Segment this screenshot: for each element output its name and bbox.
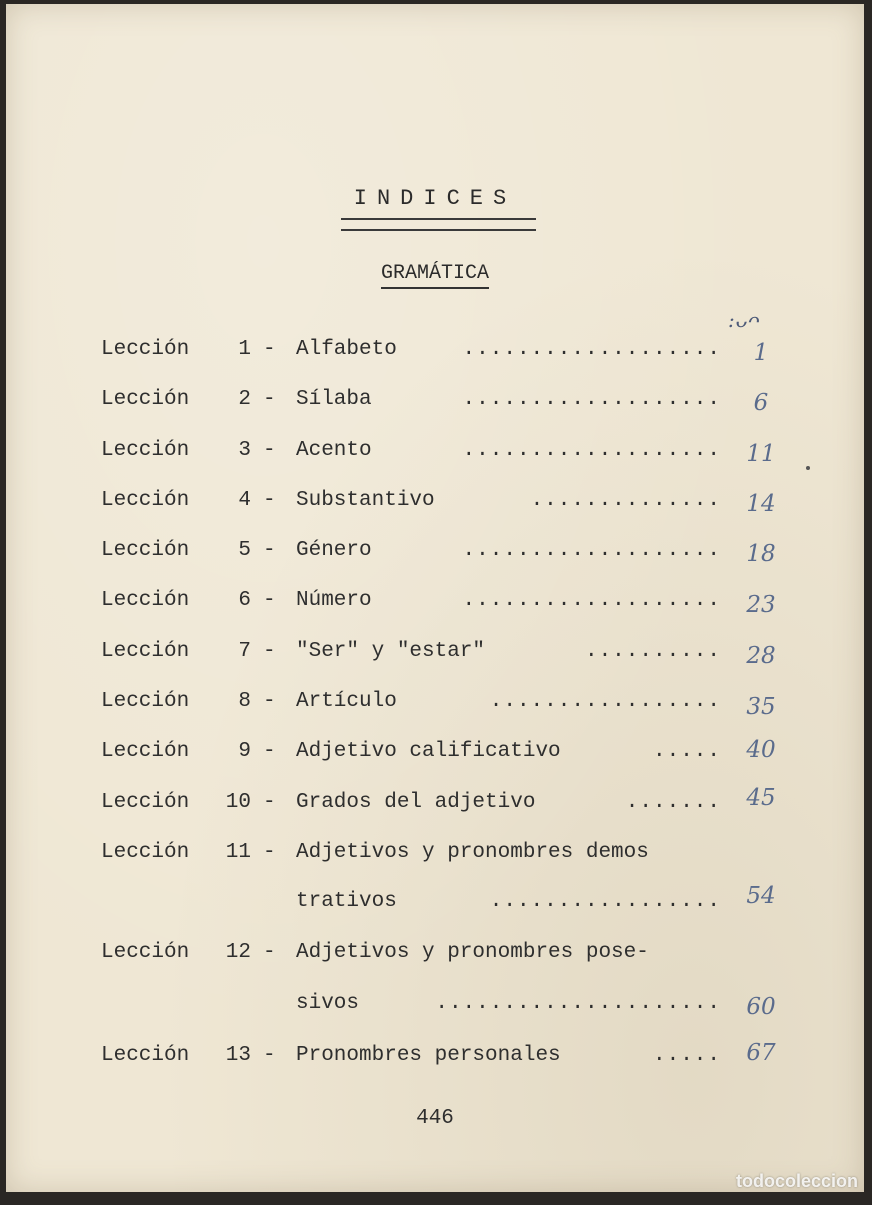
lesson-label: Lección [101,690,190,713]
lesson-number: 12 [225,941,251,964]
dash: - [263,941,276,964]
toc-row-10 [101,791,721,821]
dash: - [263,589,276,612]
section-heading [6,262,864,285]
lesson-topic: Adjetivos y pronombres demos [296,841,649,864]
dash: - [263,388,276,411]
page-ref-3: 11 [746,441,776,467]
dot-leader: ..... [652,1044,721,1067]
page-title: INDICES [353,186,517,211]
dash: - [263,640,276,663]
lesson-label: Lección [101,388,190,411]
dot-leader: ................. [489,690,721,713]
document-page [6,4,864,1192]
toc-row-12 [101,941,721,971]
lesson-number: 13 [225,1044,251,1067]
title-double-rule [341,218,536,231]
dash: - [263,690,276,713]
toc-row-6 [101,589,721,619]
toc-row-4 [101,489,721,519]
lesson-topic: Substantivo [296,489,435,512]
lesson-topic: Grados del adjetivo [296,791,536,814]
page-ref-12: 60 [746,994,776,1020]
lesson-label: Lección [101,740,190,763]
lesson-label: Lección [101,791,190,814]
lesson-topic: "Ser" y "estar" [296,640,486,663]
toc-row-1 [101,338,721,368]
dot-leader: ................. [489,890,721,913]
lesson-topic: Acento [296,439,372,462]
dot-leader: ..... [652,740,721,763]
page-ref-9: 40 [746,737,776,763]
section-heading-text: GRAMÁTICA [381,262,489,289]
lesson-label: Lección [101,489,190,512]
lesson-label: Lección [101,589,190,612]
dash: - [263,338,276,361]
lesson-label: Lección [101,941,190,964]
page-ref-2: 6 [753,390,769,416]
lesson-topic: Artículo [296,690,397,713]
lesson-topic: Adjetivos y pronombres pose- [296,941,649,964]
dot-leader: ................... [462,388,721,411]
page-ref-8: 35 [746,694,776,720]
dot-leader: ....... [625,791,721,814]
toc-row-12-continuation [101,992,721,1022]
lesson-number: 7 [238,640,251,663]
page-ref-5: 18 [746,541,776,567]
lesson-topic: Número [296,589,372,612]
page-ref-10: 45 [746,785,776,811]
lesson-topic: Alfabeto [296,338,397,361]
toc-row-3 [101,439,721,469]
dot-leader: .............. [530,489,721,512]
dash: - [263,841,276,864]
lesson-number: 3 [238,439,251,462]
lesson-number: 11 [225,841,251,864]
toc-row-11 [101,841,721,871]
lesson-topic-continuation: sivos [296,992,360,1015]
toc-row-13 [101,1044,721,1074]
dot-leader: ................... [462,539,721,562]
lesson-number: 4 [238,489,251,512]
dot-leader: ................... [462,589,721,612]
dot-leader: ................... [462,338,721,361]
page-ref-6: 23 [746,592,776,618]
dot-leader: ..................... [435,992,721,1015]
page-ref-4: 14 [746,491,776,517]
page-ref-1: 1 [753,340,769,366]
lesson-label: Lección [101,439,190,462]
page-ref-7: 28 [746,643,776,669]
toc-row-9 [101,740,721,770]
lesson-number: 8 [238,690,251,713]
dot-leader: ................... [462,439,721,462]
lesson-topic: Adjetivo calificativo [296,740,561,763]
dash: - [263,1044,276,1067]
ink-speck [806,466,810,470]
page-ref-13: 67 [746,1040,776,1066]
toc-row-2 [101,388,721,418]
lesson-label: Lección [101,841,190,864]
toc-row-8 [101,690,721,720]
lesson-number: 6 [238,589,251,612]
lesson-number: 2 [238,388,251,411]
lesson-number: 9 [238,740,251,763]
page-number: 446 [416,1107,454,1130]
page-ref-11: 54 [746,883,776,909]
toc-row-11-continuation [101,890,721,920]
dash: - [263,791,276,814]
lesson-label: Lección [101,338,190,361]
dot-leader: .......... [584,640,721,663]
lesson-label: Lección [101,640,190,663]
lesson-topic: Pronombres personales [296,1044,561,1067]
lesson-label: Lección [101,1044,190,1067]
dash: - [263,740,276,763]
lesson-number: 5 [238,539,251,562]
lesson-topic-continuation: trativos [296,890,397,913]
dash: - [263,539,276,562]
lesson-number: 1 [238,338,251,361]
lesson-number: 10 [225,791,251,814]
lesson-label: Lección [101,539,190,562]
margin-annotation: :ᴗᴖ [728,308,759,332]
lesson-topic: Sílaba [296,388,372,411]
dash: - [263,439,276,462]
toc-row-7 [101,640,721,670]
dash: - [263,489,276,512]
lesson-topic: Género [296,539,372,562]
toc-row-5 [101,539,721,569]
watermark-logo: todocoleccion [735,1171,858,1191]
